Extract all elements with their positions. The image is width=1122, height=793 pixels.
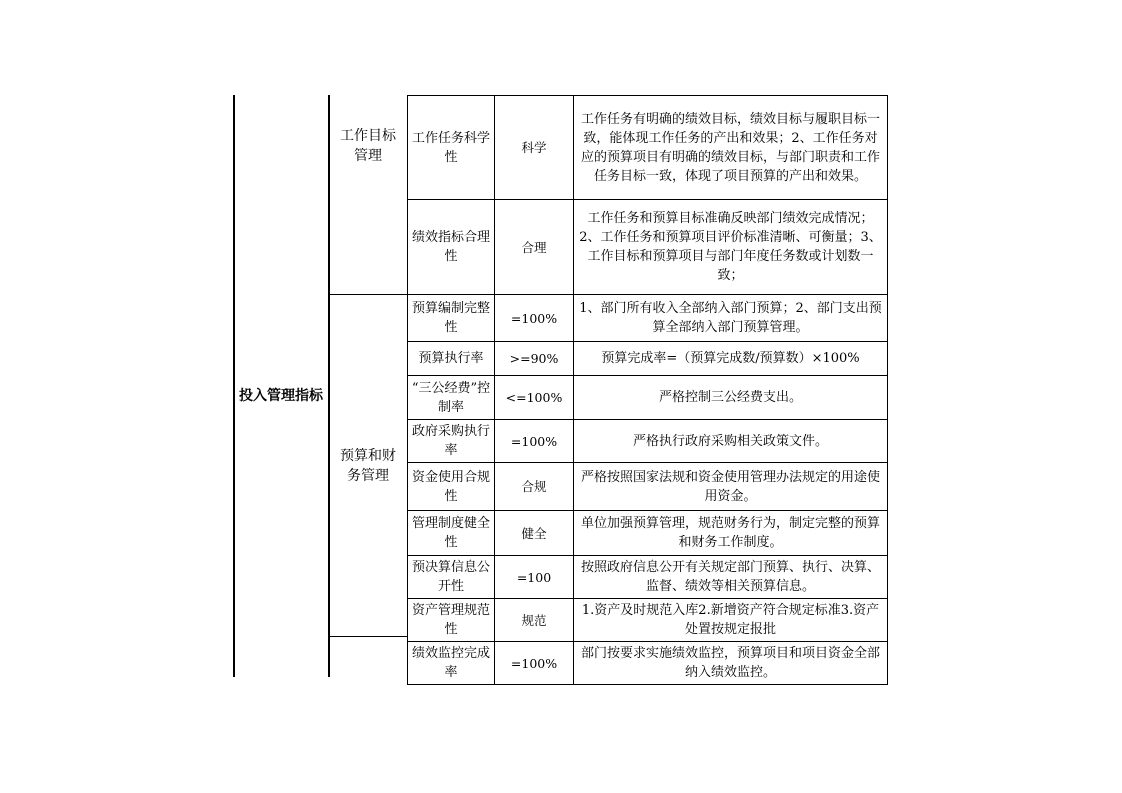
- group-label-work-target: 工作目标管理: [340, 128, 396, 164]
- indicator-cell: 预决算信息公开性: [408, 556, 495, 599]
- table-row: [408, 642, 888, 685]
- indicator-cell: 资金使用合规性: [408, 463, 495, 511]
- indicator-cell: 管理制度健全性: [408, 511, 495, 556]
- description-cell: 预算完成率=（预算完成数/预算数）×100%: [574, 342, 888, 376]
- table-row: [408, 463, 888, 511]
- value-cell: =100%: [495, 642, 574, 685]
- value-cell: 健全: [495, 511, 574, 556]
- indicator-cell: 绩效指标合理性: [408, 200, 495, 295]
- value-cell: =100%: [495, 295, 574, 342]
- description-cell: 部门按要求实施绩效监控，预算项目和项目资金全部纳入绩效监控。: [574, 642, 888, 685]
- value-cell: <=100%: [495, 376, 574, 420]
- description-cell: 单位加强预算管理，规范财务行为，制定完整的预算和财务工作制度。: [574, 511, 888, 556]
- table-row: [408, 96, 888, 200]
- group-divider: [330, 636, 407, 637]
- indicator-cell: “三公经费”控制率: [408, 376, 495, 420]
- description-cell: 工作任务有明确的绩效目标，绩效目标与履职目标一致，能体现工作任务的产出和效果；2、工作任务对应的预算项目有明确的绩效目标，与部门职责和工作任务目标一致，体现了项目预算的产出和效果。: [574, 96, 888, 200]
- section-divider-line: [328, 95, 330, 677]
- table-row: [408, 295, 888, 342]
- indicator-cell: 政府采购执行率: [408, 420, 495, 463]
- table-row: [408, 200, 888, 295]
- indicator-table: [407, 95, 888, 685]
- indicator-cell: 工作任务科学性: [408, 96, 495, 200]
- description-cell: 严格控制三公经费支出。: [574, 376, 888, 420]
- indicator-cell: 资产管理规范性: [408, 599, 495, 642]
- value-cell: 合规: [495, 463, 574, 511]
- indicator-cell: 预算执行率: [408, 342, 495, 376]
- description-cell: 严格执行政府采购相关政策文件。: [574, 420, 888, 463]
- description-cell: 1.资产及时规范入库2.新增资产符合规定标准3.资产处置按规定报批: [574, 599, 888, 642]
- description-cell: 工作任务和预算目标准确反映部门绩效完成情况；2、工作任务和预算项目评价标准清晰、可衡量；3、工作目标和预算项目与部门年度任务数或计划数一致；: [574, 200, 888, 295]
- value-cell: >=90%: [495, 342, 574, 376]
- value-cell: 科学: [495, 96, 574, 200]
- table-row: [408, 376, 888, 420]
- value-cell: =100: [495, 556, 574, 599]
- group-label-budget-finance: 预算和财务管理: [340, 448, 396, 484]
- table-row: [408, 511, 888, 556]
- table-row: [408, 342, 888, 376]
- indicator-cell: 绩效监控完成率: [408, 642, 495, 685]
- table-row: [408, 556, 888, 599]
- group-divider: [330, 294, 407, 295]
- table-row: [408, 599, 888, 642]
- description-cell: 严格按照国家法规和资金使用管理办法规定的用途使用资金。: [574, 463, 888, 511]
- table-row: [408, 420, 888, 463]
- description-cell: 按照政府信息公开有关规定部门预算、执行、决算、监督、绩效等相关预算信息。: [574, 556, 888, 599]
- indicator-cell: 预算编制完整性: [408, 295, 495, 342]
- section-label: 投入管理指标: [239, 388, 323, 404]
- value-cell: =100%: [495, 420, 574, 463]
- value-cell: 合理: [495, 200, 574, 295]
- description-cell: 1、部门所有收入全部纳入部门预算；2、部门支出预算全部纳入部门预算管理。: [574, 295, 888, 342]
- value-cell: 规范: [495, 599, 574, 642]
